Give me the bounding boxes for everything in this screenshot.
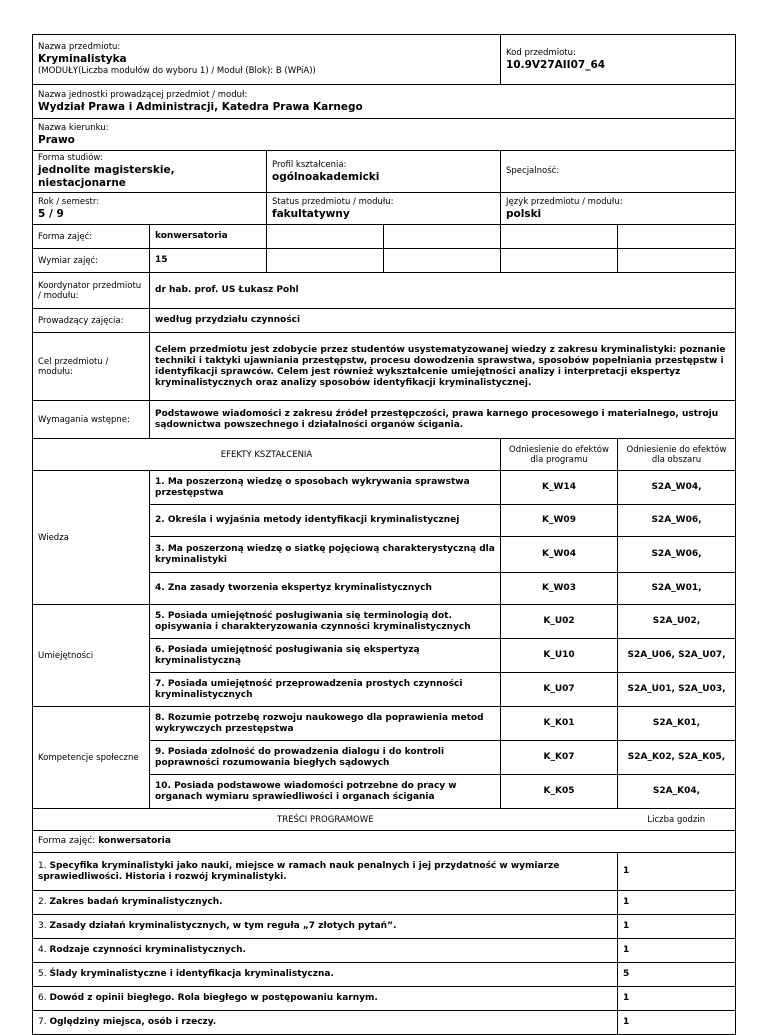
field-value: Prawo xyxy=(38,133,75,146)
outcome-text: 1. Ma poszerzoną wiedzę o sposobach wykrywania sprawstwa przestępstwa xyxy=(150,471,501,505)
outcome-program: K_U10 xyxy=(501,639,618,673)
goal-label: Cel przedmiotu / modułu: xyxy=(33,333,150,401)
empty-cell xyxy=(501,249,618,273)
field-label: Nazwa kierunku: xyxy=(38,122,109,133)
syllabus-table xyxy=(32,34,736,1035)
requirements-value: Podstawowe wiadomości z zakresu źródeł przestępczości, prawa karnego procesowego i materialnego, ustroju sądownictwa powszechnego i działalności organów ścigania. xyxy=(150,401,736,439)
outcome-text: 2. Określa i wyjaśnia metody identyfikacji kryminalistycznej xyxy=(150,505,501,537)
program-row-number: 4. xyxy=(38,945,47,955)
program-row-number: 2. xyxy=(38,897,47,907)
language-cell xyxy=(501,193,736,225)
goal-value: Celem przedmiotu jest zdobycie przez studentów usystematyzowanej wiedzy z zakresu kryminalistyki: poznanie techniki i taktyki ujawniania przestępstw, procesu dowodzenia sprawstwa, sposobów popełniania przestępstw i identyfikacji sprawców. Celem jest również wykształcenie umiejętności analizy i interpretacji ekspertyz kryminalistycznych oraz analizy sposobów identyfikacji kryminalistycznej. xyxy=(150,333,736,401)
profile-cell xyxy=(267,151,501,193)
program-row-hours: 1 xyxy=(618,1011,736,1035)
outcome-program: K_K07 xyxy=(501,741,618,775)
year-value: 5 / 9 xyxy=(38,207,64,220)
year-label: Rok / semestr: xyxy=(38,196,100,207)
specialty-cell xyxy=(501,151,736,193)
outcome-program: K_W09 xyxy=(501,505,618,537)
program-row-hours: 1 xyxy=(618,939,736,963)
program-row-number: 6. xyxy=(38,993,47,1003)
outcome-program: K_W04 xyxy=(501,537,618,573)
study-form-value: jednolite magisterskie, niestacjonarne xyxy=(38,164,175,189)
code-label: Kod przedmiotu: xyxy=(506,47,576,58)
outcome-text: 10. Posiada podstawowe wiadomości potrzebne do pracy w organach wymiaru sprawiedliwości i organach ścigania xyxy=(150,775,501,809)
profile-value: ogólnoakademicki xyxy=(272,170,380,183)
language-label: Język przedmiotu / modułu: xyxy=(506,196,623,207)
study-form-cell xyxy=(33,151,267,193)
specialty-label: Specjalność: xyxy=(506,166,560,176)
program-row-text: Zakres badań kryminalistycznych. xyxy=(49,897,223,907)
outcomes-area-header: Odniesienie do efektów dla obszaru xyxy=(618,439,736,471)
class-form-value: konwersatoria xyxy=(150,225,267,249)
code-cell xyxy=(501,35,736,85)
outcomes-header: EFEKTY KSZTAŁCENIA xyxy=(33,439,501,471)
teacher-label: Prowadzący zajęcia: xyxy=(33,309,150,333)
program-row-number: 7. xyxy=(38,1017,47,1027)
outcome-program: K_U02 xyxy=(501,605,618,639)
program-row-number: 3. xyxy=(38,921,47,931)
empty-cell xyxy=(501,225,618,249)
outcome-program: K_W14 xyxy=(501,471,618,505)
program-row-hours: 1 xyxy=(618,915,736,939)
study-form-label: Forma studiów: xyxy=(38,153,103,163)
program-row xyxy=(33,939,618,963)
outcome-area: S2A_U02, xyxy=(618,605,736,639)
program-row-hours: 1 xyxy=(618,987,736,1011)
program-row xyxy=(33,1011,618,1035)
outcome-program: K_U07 xyxy=(501,673,618,707)
empty-cell xyxy=(384,249,501,273)
outcome-text: 9. Posiada zdolność do prowadzenia dialogu i do kontroli poprawności rozumowania biegłych sądowych xyxy=(150,741,501,775)
outcome-area: S2A_K01, xyxy=(618,707,736,741)
outcome-area: S2A_W06, xyxy=(618,505,736,537)
requirements-label: Wymagania wstępne: xyxy=(33,401,150,439)
outcome-area: S2A_W06, xyxy=(618,537,736,573)
program-row-text: Specyfika kryminalistyki jako nauki, miejsce w ramach nauk penalnych i jej przydatność w wymiarze sprawiedliwości. Historia i rozwój kryminalistyki. xyxy=(38,860,560,882)
program-form-cell xyxy=(33,831,736,853)
program-row-text: Ślady kryminalistyczne i identyfikacja kryminalistyczna. xyxy=(49,969,334,979)
class-form-label: Forma zajęć: xyxy=(33,225,150,249)
program-row xyxy=(33,963,618,987)
program-row-text: Dowód z opinii biegłego. Rola biegłego w postępowaniu karnym. xyxy=(49,993,378,1003)
outcome-area: S2A_U01, S2A_U03, xyxy=(618,673,736,707)
year-cell xyxy=(33,193,267,225)
subject-module: (MODUŁY(Liczba modułów do wyboru 1) / Moduł (Blok): B (WPiA)) xyxy=(38,66,316,76)
program-row-number: 5. xyxy=(38,969,47,979)
program-row-text: Zasady działań kryminalistycznych, w tym reguła „7 złotych pytań”. xyxy=(49,921,397,931)
outcome-area: S2A_K04, xyxy=(618,775,736,809)
outcome-program: K_K05 xyxy=(501,775,618,809)
outcome-text: 3. Ma poszerzoną wiedzę o siatkę pojęciową charakterystyczną dla kryminalistyki xyxy=(150,537,501,573)
code-value: 10.9V27AII07_64 xyxy=(506,58,606,71)
outcomes-program-header: Odniesienie do efektów dla programu xyxy=(501,439,618,471)
coordinator-label: Koordynator przedmiotu / modułu: xyxy=(33,273,150,309)
syllabus-page xyxy=(32,34,735,1035)
hours-value: 15 xyxy=(150,249,267,273)
program-row-hours: 5 xyxy=(618,963,736,987)
group-knowledge: Wiedza xyxy=(33,471,150,605)
teacher-value: według przydziału czynności xyxy=(150,309,736,333)
program-row xyxy=(33,915,618,939)
subject-label: Nazwa przedmiotu: xyxy=(38,42,121,52)
outcome-text: 6. Posiada umiejętność posługiwania się ekspertyzą kryminalistyczną xyxy=(150,639,501,673)
outcome-area: S2A_W04, xyxy=(618,471,736,505)
program-form-value: konwersatoria xyxy=(98,836,171,846)
program-row-hours: 1 xyxy=(618,891,736,915)
field-cell xyxy=(33,119,736,151)
group-social: Kompetencje społeczne xyxy=(33,707,150,809)
program-row xyxy=(33,987,618,1011)
status-cell xyxy=(267,193,501,225)
program-row xyxy=(33,853,618,891)
empty-cell xyxy=(267,249,384,273)
empty-cell xyxy=(267,225,384,249)
program-hours-header: Liczba godzin xyxy=(618,809,736,831)
outcome-program: K_K01 xyxy=(501,707,618,741)
program-row-number: 1. xyxy=(38,860,47,871)
outcome-text: 7. Posiada umiejętność przeprowadzenia prostych czynności kryminalistycznych xyxy=(150,673,501,707)
language-value: polski xyxy=(506,207,542,220)
outcome-area: S2A_K02, S2A_K05, xyxy=(618,741,736,775)
empty-cell xyxy=(618,225,736,249)
empty-cell xyxy=(384,225,501,249)
program-row xyxy=(33,891,618,915)
outcome-program: K_W03 xyxy=(501,573,618,605)
subject-cell xyxy=(33,35,501,85)
group-skills: Umiejętności xyxy=(33,605,150,707)
outcome-text: 5. Posiada umiejętność posługiwania się terminologią dot. opisywania i charakteryzowania czynności kryminalistycznych xyxy=(150,605,501,639)
coordinator-value: dr hab. prof. US Łukasz Pohl xyxy=(150,273,736,309)
unit-cell xyxy=(33,85,736,119)
hours-label: Wymiar zajęć: xyxy=(33,249,150,273)
unit-label: Nazwa jednostki prowadzącej przedmiot / moduł: xyxy=(38,89,248,100)
outcome-area: S2A_U06, S2A_U07, xyxy=(618,639,736,673)
empty-cell xyxy=(618,249,736,273)
program-row-text: Rodzaje czynności kryminalistycznych. xyxy=(49,945,246,955)
program-header: TREŚCI PROGRAMOWE xyxy=(33,809,618,831)
outcome-area: S2A_W01, xyxy=(618,573,736,605)
unit-value: Wydział Prawa i Administracji, Katedra Prawa Karnego xyxy=(38,100,363,113)
subject-value: Kryminalistyka xyxy=(38,53,127,65)
program-row-hours: 1 xyxy=(618,853,736,891)
outcome-text: 8. Rozumie potrzebę rozwoju naukowego dla poprawienia metod wykrywczych przestępstwa xyxy=(150,707,501,741)
status-value: fakultatywny xyxy=(272,207,350,220)
program-form-label: Forma zajęć: xyxy=(38,836,96,846)
profile-label: Profil kształcenia: xyxy=(272,159,347,170)
status-label: Status przedmiotu / modułu: xyxy=(272,196,394,207)
outcome-text: 4. Zna zasady tworzenia ekspertyz kryminalistycznych xyxy=(150,573,501,605)
program-row-text: Oględziny miejsca, osób i rzeczy. xyxy=(49,1017,217,1027)
